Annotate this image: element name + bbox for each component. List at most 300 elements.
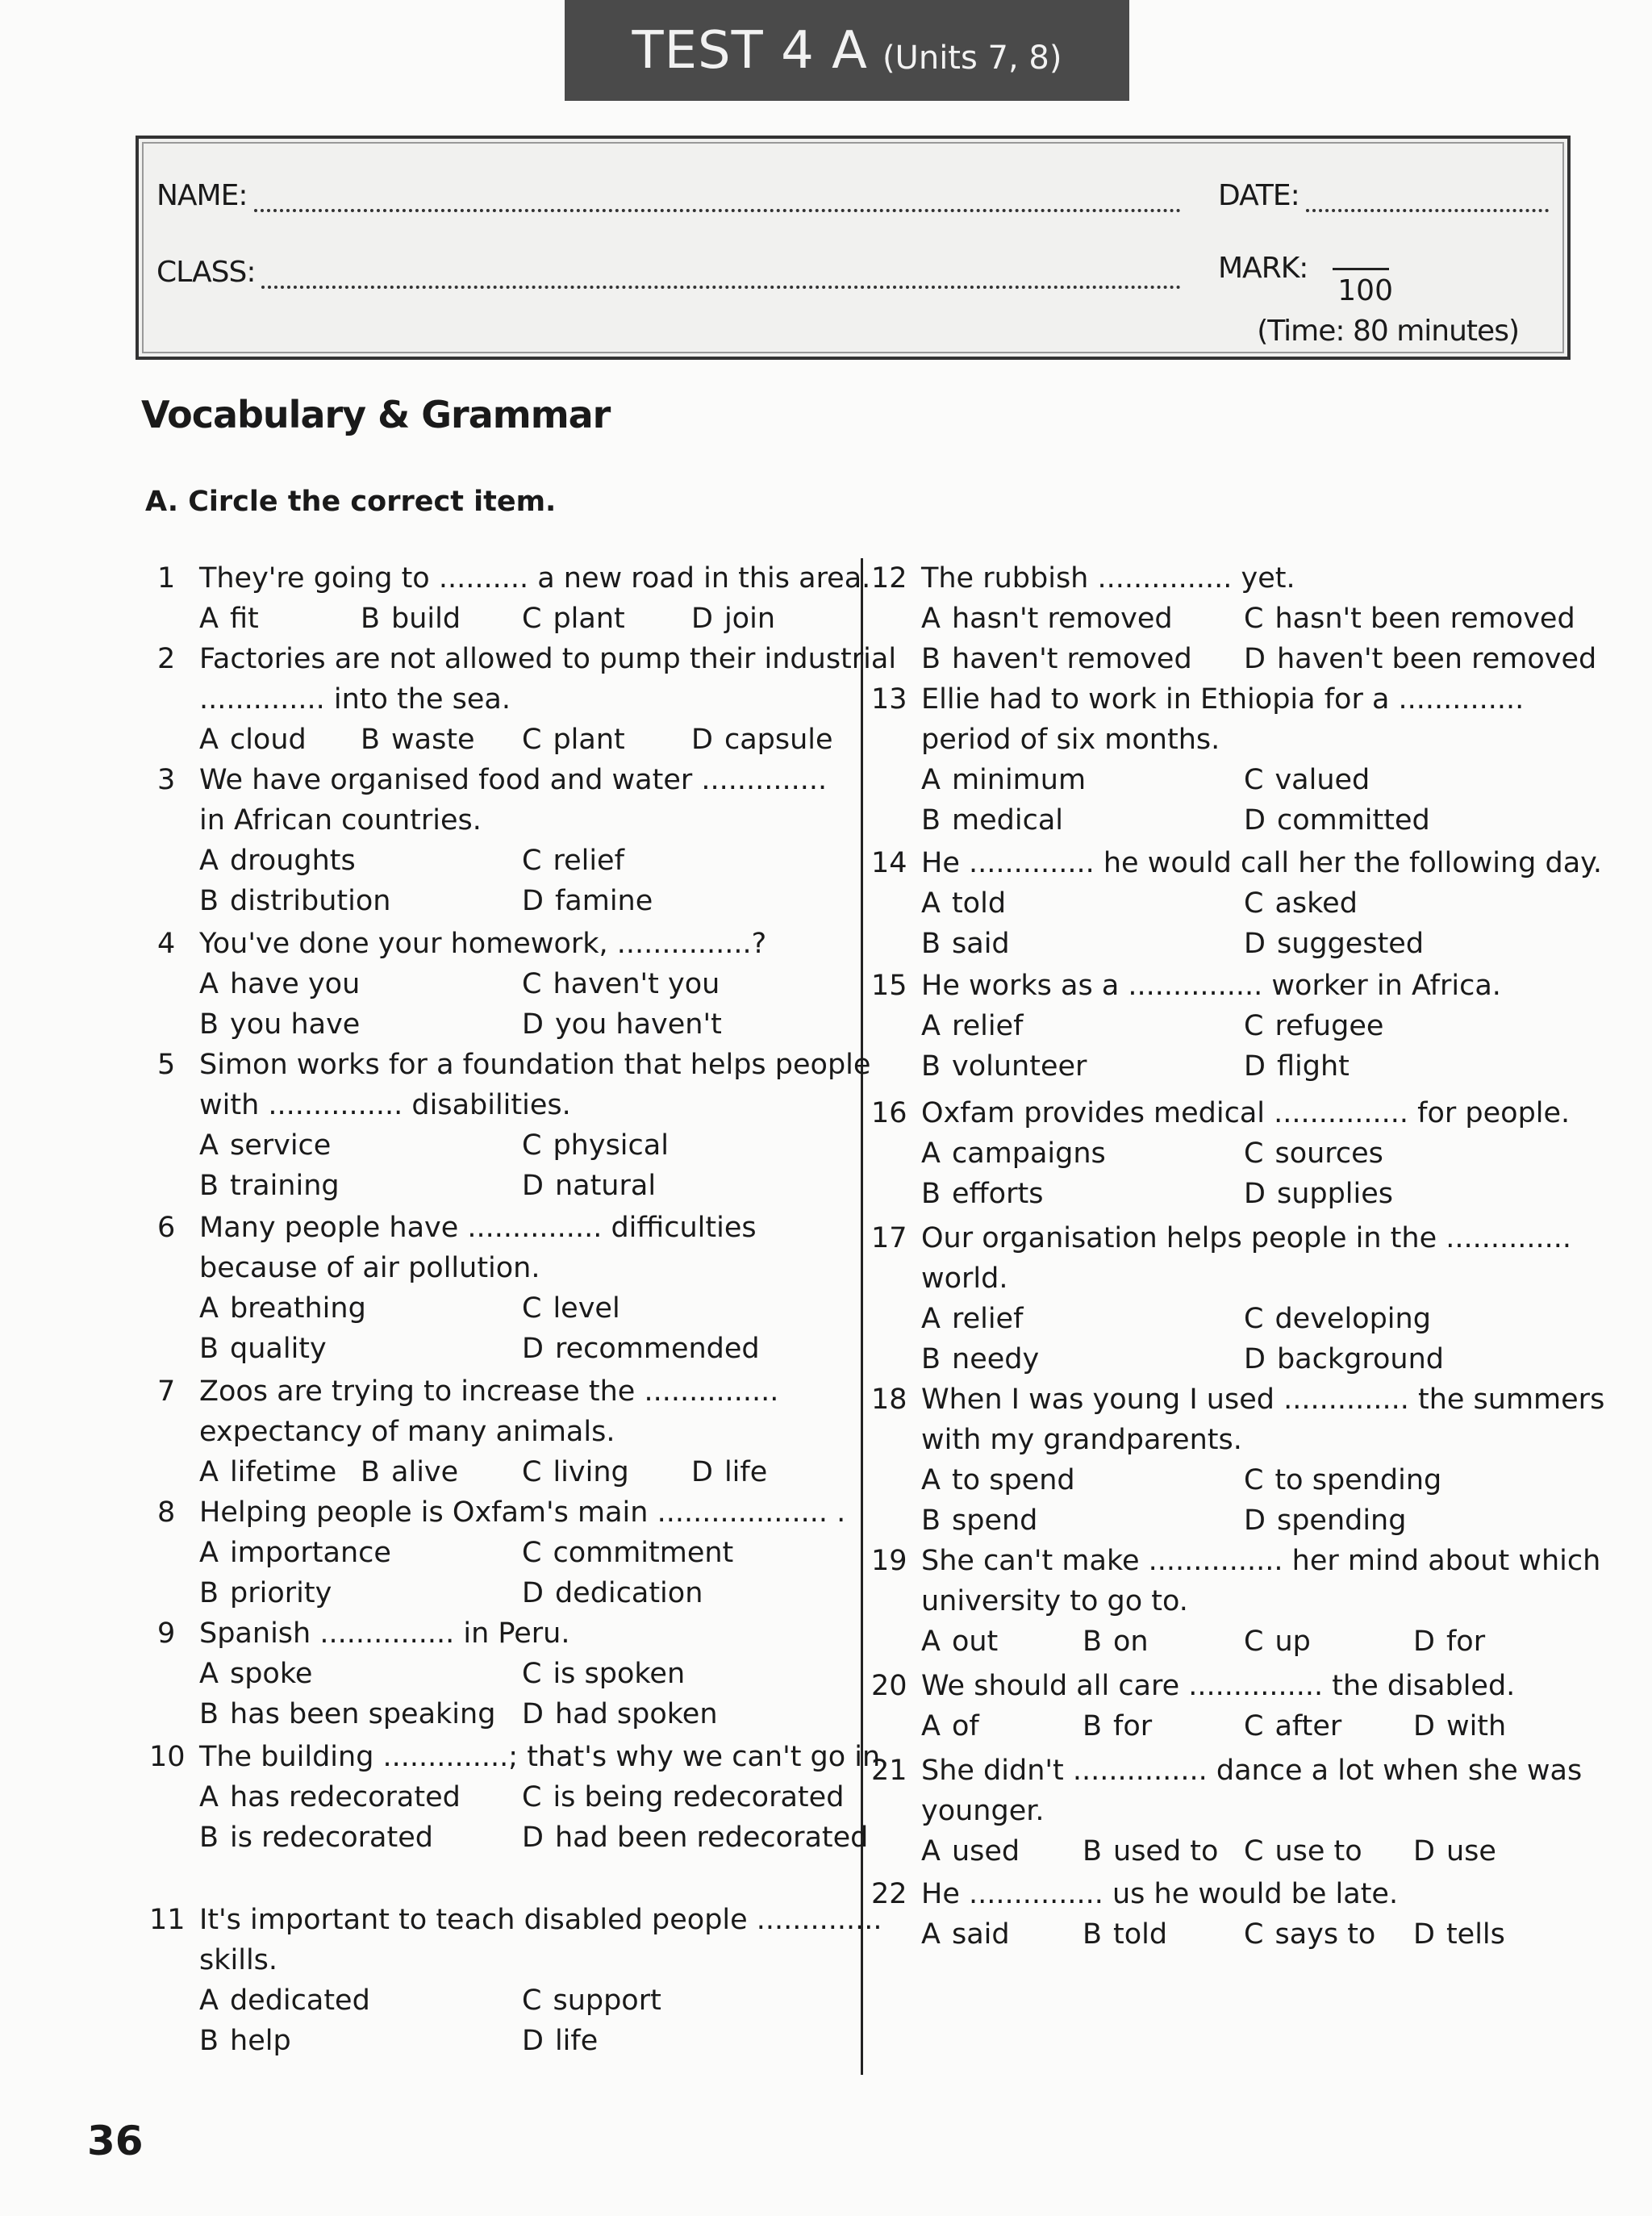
option-letter: B [921, 1504, 941, 1537]
class-field[interactable] [261, 265, 1181, 289]
option-d[interactable] [1413, 1706, 1506, 1747]
option-c[interactable] [522, 599, 625, 639]
name-field[interactable] [254, 188, 1182, 212]
option-letter: D [1413, 1835, 1435, 1868]
option-c[interactable] [522, 1777, 844, 1817]
option-letter: D [1244, 1050, 1266, 1083]
question-text: with my grandparents. [921, 1424, 1242, 1456]
question-number: 1 [157, 562, 176, 595]
option-letter: B [199, 885, 219, 917]
option-d[interactable] [522, 1573, 703, 1613]
option-letter: B [361, 1456, 381, 1488]
option-b[interactable] [199, 2021, 291, 2061]
option-letter: A [199, 1537, 219, 1569]
option-c[interactable] [522, 1125, 669, 1166]
option-text: refugee [1274, 1010, 1384, 1042]
option-text: has been speaking [230, 1698, 496, 1730]
option-text: haven't been removed [1276, 643, 1597, 675]
question-text: She didn't ............... dance a lot when she was [921, 1755, 1583, 1787]
question-text: Zoos are trying to increase the ............... [199, 1375, 779, 1408]
question-number: 9 [157, 1617, 176, 1650]
option-text: needy [952, 1343, 1040, 1375]
option-text: spend [952, 1504, 1038, 1537]
option-text: lifetime [229, 1456, 337, 1488]
option-b[interactable] [361, 1452, 458, 1492]
option-letter: B [921, 928, 941, 960]
question-text: period of six months. [921, 724, 1220, 756]
question-text: Simon works for a foundation that helps people [199, 1049, 871, 1081]
option-a[interactable] [199, 1654, 312, 1694]
test-units: (Units 7, 8) [882, 39, 1062, 77]
option-a[interactable] [921, 1299, 1023, 1339]
option-text: had spoken [554, 1698, 718, 1730]
time-limit: (Time: 80 minutes) [1257, 315, 1519, 348]
option-text: breathing [229, 1292, 366, 1325]
option-text: fit [229, 603, 259, 635]
name-row [156, 179, 1181, 212]
option-text: efforts [952, 1178, 1044, 1210]
option-c[interactable] [522, 1452, 629, 1492]
option-letter: B [199, 1170, 219, 1202]
option-c[interactable] [1244, 1706, 1341, 1747]
option-letter: D [522, 1170, 544, 1202]
option-letter: A [199, 1781, 219, 1813]
option-a[interactable] [921, 599, 1173, 639]
option-text: you have [230, 1008, 361, 1041]
option-b[interactable] [199, 1573, 332, 1613]
mark-row [1218, 252, 1308, 285]
option-text: out [951, 1625, 999, 1658]
option-text: importance [229, 1537, 391, 1569]
option-a[interactable] [921, 1006, 1023, 1046]
option-text: asked [1274, 887, 1358, 920]
option-d[interactable] [522, 1004, 722, 1045]
option-text: used to [1113, 1835, 1219, 1868]
question-text: university to go to. [921, 1585, 1188, 1617]
option-b[interactable] [199, 1694, 495, 1734]
option-letter: D [522, 1822, 544, 1854]
date-label: DATE: [1218, 179, 1299, 212]
option-text: cloud [229, 724, 307, 756]
option-text: minimum [951, 764, 1087, 796]
question-number: 3 [157, 764, 176, 796]
option-d[interactable] [522, 1694, 718, 1734]
option-letter: B [921, 1178, 941, 1210]
option-letter: D [1244, 1343, 1266, 1375]
option-text: told [1113, 1918, 1168, 1951]
option-letter: C [522, 1129, 542, 1162]
option-b[interactable] [199, 1166, 340, 1206]
option-b[interactable] [361, 599, 461, 639]
option-text: service [229, 1129, 332, 1162]
option-letter: A [199, 1984, 219, 2017]
question-number: 13 [871, 683, 907, 716]
option-letter: A [921, 1625, 941, 1658]
option-letter: D [1413, 1710, 1435, 1742]
option-letter: C [522, 1658, 542, 1690]
question-number: 20 [871, 1670, 907, 1702]
page-number: 36 [87, 2118, 144, 2164]
option-text: life [724, 1456, 768, 1488]
option-letter: A [921, 887, 941, 920]
option-letter: D [522, 1577, 544, 1609]
question-number: 2 [157, 643, 176, 675]
option-letter: A [921, 1010, 941, 1042]
option-text: relief [553, 845, 624, 877]
option-text: tells [1446, 1918, 1505, 1951]
option-letter: A [199, 968, 219, 1000]
option-d[interactable] [1413, 1621, 1485, 1662]
section-heading: Vocabulary & Grammar [141, 393, 611, 436]
option-letter: A [921, 1918, 941, 1951]
name-label: NAME: [156, 179, 248, 212]
question-text: Our organisation helps people in the .............. [921, 1222, 1571, 1254]
option-text: living [553, 1456, 629, 1488]
option-a[interactable] [921, 1460, 1075, 1500]
option-text: said [952, 928, 1010, 960]
mark-denominator: 100 [1337, 274, 1393, 307]
test-title: TEST 4 A [632, 20, 868, 81]
option-text: medical [952, 804, 1063, 837]
question-number: 10 [149, 1741, 186, 1773]
option-a[interactable] [921, 883, 1006, 924]
question-text: Spanish ............... in Peru. [199, 1617, 570, 1650]
option-d[interactable] [1244, 639, 1596, 679]
option-c[interactable] [1244, 1914, 1375, 1955]
option-text: for [1446, 1625, 1486, 1658]
option-letter: C [522, 1984, 542, 2017]
option-d[interactable] [522, 1817, 868, 1858]
option-d[interactable] [1244, 1339, 1444, 1379]
option-b[interactable] [361, 720, 475, 760]
question-text: with ............... disabilities. [199, 1089, 571, 1121]
option-c[interactable] [522, 841, 624, 881]
option-a[interactable] [199, 964, 360, 1004]
question-text: world. [921, 1262, 1008, 1295]
option-letter: C [1244, 1835, 1264, 1868]
option-text: hasn't removed [951, 603, 1173, 635]
option-c[interactable] [522, 1533, 733, 1573]
option-d[interactable] [1244, 1046, 1350, 1087]
option-a[interactable] [199, 599, 259, 639]
option-text: sources [1274, 1137, 1383, 1170]
option-d[interactable] [1244, 1174, 1393, 1214]
option-c[interactable] [522, 964, 720, 1004]
option-letter: B [1083, 1918, 1103, 1951]
option-d[interactable] [522, 881, 653, 921]
option-text: on [1113, 1625, 1149, 1658]
instruction: A. Circle the correct item. [145, 486, 557, 518]
option-text: have you [229, 968, 361, 1000]
option-a[interactable] [199, 1288, 366, 1329]
option-c[interactable] [1244, 599, 1575, 639]
option-a[interactable] [199, 1533, 391, 1573]
option-letter: D [1244, 928, 1266, 960]
question-text: in African countries. [199, 804, 482, 837]
option-a[interactable] [199, 1777, 461, 1817]
option-c[interactable] [522, 1980, 661, 2021]
option-a[interactable] [921, 760, 1086, 800]
option-text: plant [553, 603, 625, 635]
question-text: because of air pollution. [199, 1252, 540, 1284]
question-text: expectancy of many animals. [199, 1416, 615, 1448]
option-a[interactable] [199, 720, 307, 760]
option-text: volunteer [952, 1050, 1087, 1083]
question-number: 17 [871, 1222, 907, 1254]
option-letter: C [1244, 764, 1264, 796]
option-a[interactable] [921, 1831, 1020, 1872]
option-letter: A [199, 1292, 219, 1325]
student-info-box [136, 136, 1571, 360]
option-text: has redecorated [229, 1781, 461, 1813]
question-text: They're going to .......... a new road in this area. [199, 562, 871, 595]
option-letter: D [691, 724, 713, 756]
option-text: haven't you [553, 968, 720, 1000]
question-text: He works as a ............... worker in Africa. [921, 970, 1501, 1002]
option-a[interactable] [921, 1133, 1106, 1174]
option-letter: D [522, 1698, 544, 1730]
question-number: 11 [149, 1904, 186, 1936]
option-letter: A [921, 1137, 941, 1170]
option-letter: B [921, 804, 941, 837]
question-number: 15 [871, 970, 907, 1002]
option-letter: A [921, 1710, 941, 1742]
option-c[interactable] [522, 720, 625, 760]
option-d[interactable] [1244, 1500, 1406, 1541]
option-text: is being redecorated [553, 1781, 845, 1813]
option-b[interactable] [1083, 1706, 1152, 1747]
option-letter: D [1244, 804, 1266, 837]
option-a[interactable] [199, 1980, 370, 2021]
question-number: 7 [157, 1375, 176, 1408]
option-letter: B [921, 1050, 941, 1083]
option-letter: A [199, 603, 219, 635]
option-b[interactable] [921, 924, 1010, 964]
option-text: physical [553, 1129, 669, 1162]
option-letter: B [921, 643, 941, 675]
option-text: says to [1274, 1918, 1376, 1951]
date-field[interactable] [1306, 188, 1549, 212]
option-letter: B [199, 1698, 219, 1730]
option-b[interactable] [921, 1046, 1087, 1087]
option-text: is spoken [553, 1658, 686, 1690]
option-d[interactable] [691, 599, 775, 639]
question-text: Ellie had to work in Ethiopia for a .............. [921, 683, 1525, 716]
option-text: relief [951, 1303, 1024, 1335]
option-d[interactable] [522, 2021, 598, 2061]
option-text: famine [554, 885, 653, 917]
option-text: with [1446, 1710, 1507, 1742]
option-d[interactable] [1413, 1831, 1496, 1872]
option-text: to spend [951, 1464, 1075, 1496]
option-d[interactable] [691, 720, 833, 760]
question-number: 16 [871, 1097, 907, 1129]
option-letter: C [522, 1537, 542, 1569]
option-b[interactable] [1083, 1831, 1218, 1872]
option-text: commitment [553, 1537, 734, 1569]
option-c[interactable] [1244, 1006, 1383, 1046]
option-letter: B [921, 1343, 941, 1375]
option-letter: C [522, 603, 542, 635]
option-letter: A [921, 1464, 941, 1496]
option-letter: C [522, 968, 542, 1000]
option-text: used [951, 1835, 1020, 1868]
option-text: dedicated [229, 1984, 370, 2017]
option-b[interactable] [921, 1500, 1037, 1541]
option-text: help [230, 2025, 291, 2057]
option-text: campaigns [951, 1137, 1106, 1170]
date-row [1218, 179, 1549, 212]
option-a[interactable] [921, 1914, 1010, 1955]
option-d[interactable] [1244, 924, 1424, 964]
option-text: waste [391, 724, 475, 756]
option-letter: B [199, 1822, 219, 1854]
option-text: you haven't [554, 1008, 722, 1041]
option-text: supplies [1276, 1178, 1394, 1210]
option-text: committed [1276, 804, 1430, 837]
option-c[interactable] [1244, 1299, 1431, 1339]
option-letter: D [1413, 1625, 1435, 1658]
option-c[interactable] [522, 1654, 685, 1694]
option-d[interactable] [522, 1329, 760, 1369]
option-letter: D [522, 1333, 544, 1365]
option-b[interactable] [199, 1004, 360, 1045]
option-text: distribution [230, 885, 391, 917]
option-text: for [1113, 1710, 1153, 1742]
option-b[interactable] [199, 881, 390, 921]
option-text: haven't removed [952, 643, 1192, 675]
option-text: recommended [554, 1333, 760, 1365]
question-text: skills. [199, 1944, 278, 1976]
option-text: plant [553, 724, 625, 756]
option-c[interactable] [1244, 1621, 1311, 1662]
question-number: 22 [871, 1878, 907, 1910]
option-c[interactable] [522, 1288, 620, 1329]
option-letter: D [691, 603, 713, 635]
option-b[interactable] [1083, 1621, 1149, 1662]
option-c[interactable] [1244, 760, 1370, 800]
question-number: 14 [871, 847, 907, 879]
option-letter: B [199, 1008, 219, 1041]
question-number: 5 [157, 1049, 176, 1081]
option-text: droughts [229, 845, 356, 877]
question-text: Oxfam provides medical ............... for people. [921, 1097, 1571, 1129]
option-b[interactable] [199, 1817, 433, 1858]
option-text: of [951, 1710, 979, 1742]
option-letter: B [361, 603, 381, 635]
question-text: The building ..............; that's why we can't go in. [199, 1741, 890, 1773]
option-d[interactable] [522, 1166, 656, 1206]
option-b[interactable] [921, 800, 1063, 841]
class-label: CLASS: [156, 256, 256, 289]
option-letter: C [522, 1781, 542, 1813]
option-a[interactable] [921, 1621, 998, 1662]
option-text: support [553, 1984, 661, 2017]
option-letter: C [1244, 1137, 1264, 1170]
option-letter: B [361, 724, 381, 756]
option-text: spending [1276, 1504, 1407, 1537]
option-b[interactable] [921, 1339, 1039, 1379]
option-text: capsule [724, 724, 833, 756]
option-letter: C [1244, 887, 1264, 920]
option-letter: C [522, 1292, 542, 1325]
question-text: We should all care ............... the disabled. [921, 1670, 1516, 1702]
option-letter: D [522, 1008, 544, 1041]
option-letter: C [1244, 1625, 1264, 1658]
question-text: You've done your homework, ...............? [199, 928, 767, 960]
option-letter: D [691, 1456, 713, 1488]
option-text: use [1446, 1835, 1496, 1868]
option-letter: A [921, 764, 941, 796]
option-text: alive [391, 1456, 459, 1488]
option-text: had been redecorated [554, 1822, 869, 1854]
option-d[interactable] [1244, 800, 1430, 841]
option-letter: C [1244, 603, 1264, 635]
option-letter: B [1083, 1710, 1103, 1742]
option-letter: C [1244, 1710, 1264, 1742]
option-a[interactable] [199, 1125, 331, 1166]
question-number: 21 [871, 1755, 907, 1787]
question-number: 4 [157, 928, 176, 960]
question-number: 12 [871, 562, 907, 595]
option-a[interactable] [199, 1452, 336, 1492]
option-text: natural [554, 1170, 657, 1202]
question-text: She can't make ............... her mind about which [921, 1545, 1601, 1577]
option-a[interactable] [199, 841, 356, 881]
option-text: quality [230, 1333, 327, 1365]
question-number: 19 [871, 1545, 907, 1577]
class-row [156, 256, 1181, 289]
question-text: younger. [921, 1795, 1045, 1827]
option-b[interactable] [199, 1329, 327, 1369]
option-letter: A [199, 1456, 219, 1488]
question-number: 8 [157, 1496, 176, 1529]
option-b[interactable] [1083, 1914, 1167, 1955]
option-letter: A [199, 845, 219, 877]
option-c[interactable] [1244, 1460, 1441, 1500]
option-c[interactable] [1244, 1831, 1362, 1872]
option-text: join [724, 603, 775, 635]
option-d[interactable] [1413, 1914, 1505, 1955]
option-letter: B [199, 1333, 219, 1365]
option-b[interactable] [921, 1174, 1043, 1214]
option-letter: D [1244, 643, 1266, 675]
option-text: spoke [229, 1658, 313, 1690]
mark-label: MARK: [1218, 252, 1308, 285]
option-text: hasn't been removed [1274, 603, 1575, 635]
option-letter: A [921, 1303, 941, 1335]
option-text: dedication [554, 1577, 703, 1609]
option-d[interactable] [691, 1452, 767, 1492]
option-letter: B [199, 1577, 219, 1609]
option-letter: C [1244, 1464, 1264, 1496]
option-a[interactable] [921, 1706, 979, 1747]
option-letter: C [1244, 1010, 1264, 1042]
option-letter: B [1083, 1835, 1103, 1868]
option-letter: B [1083, 1625, 1103, 1658]
option-c[interactable] [1244, 1133, 1383, 1174]
option-letter: D [1413, 1918, 1435, 1951]
question-text: The rubbish ............... yet. [921, 562, 1295, 595]
test-title-banner [565, 0, 1129, 101]
question-number: 6 [157, 1212, 176, 1244]
option-letter: D [522, 885, 544, 917]
question-text: When I was young I used .............. the summers [921, 1383, 1605, 1416]
option-letter: A [199, 1658, 219, 1690]
option-b[interactable] [921, 639, 1192, 679]
option-c[interactable] [1244, 883, 1358, 924]
option-letter: A [921, 1835, 941, 1868]
